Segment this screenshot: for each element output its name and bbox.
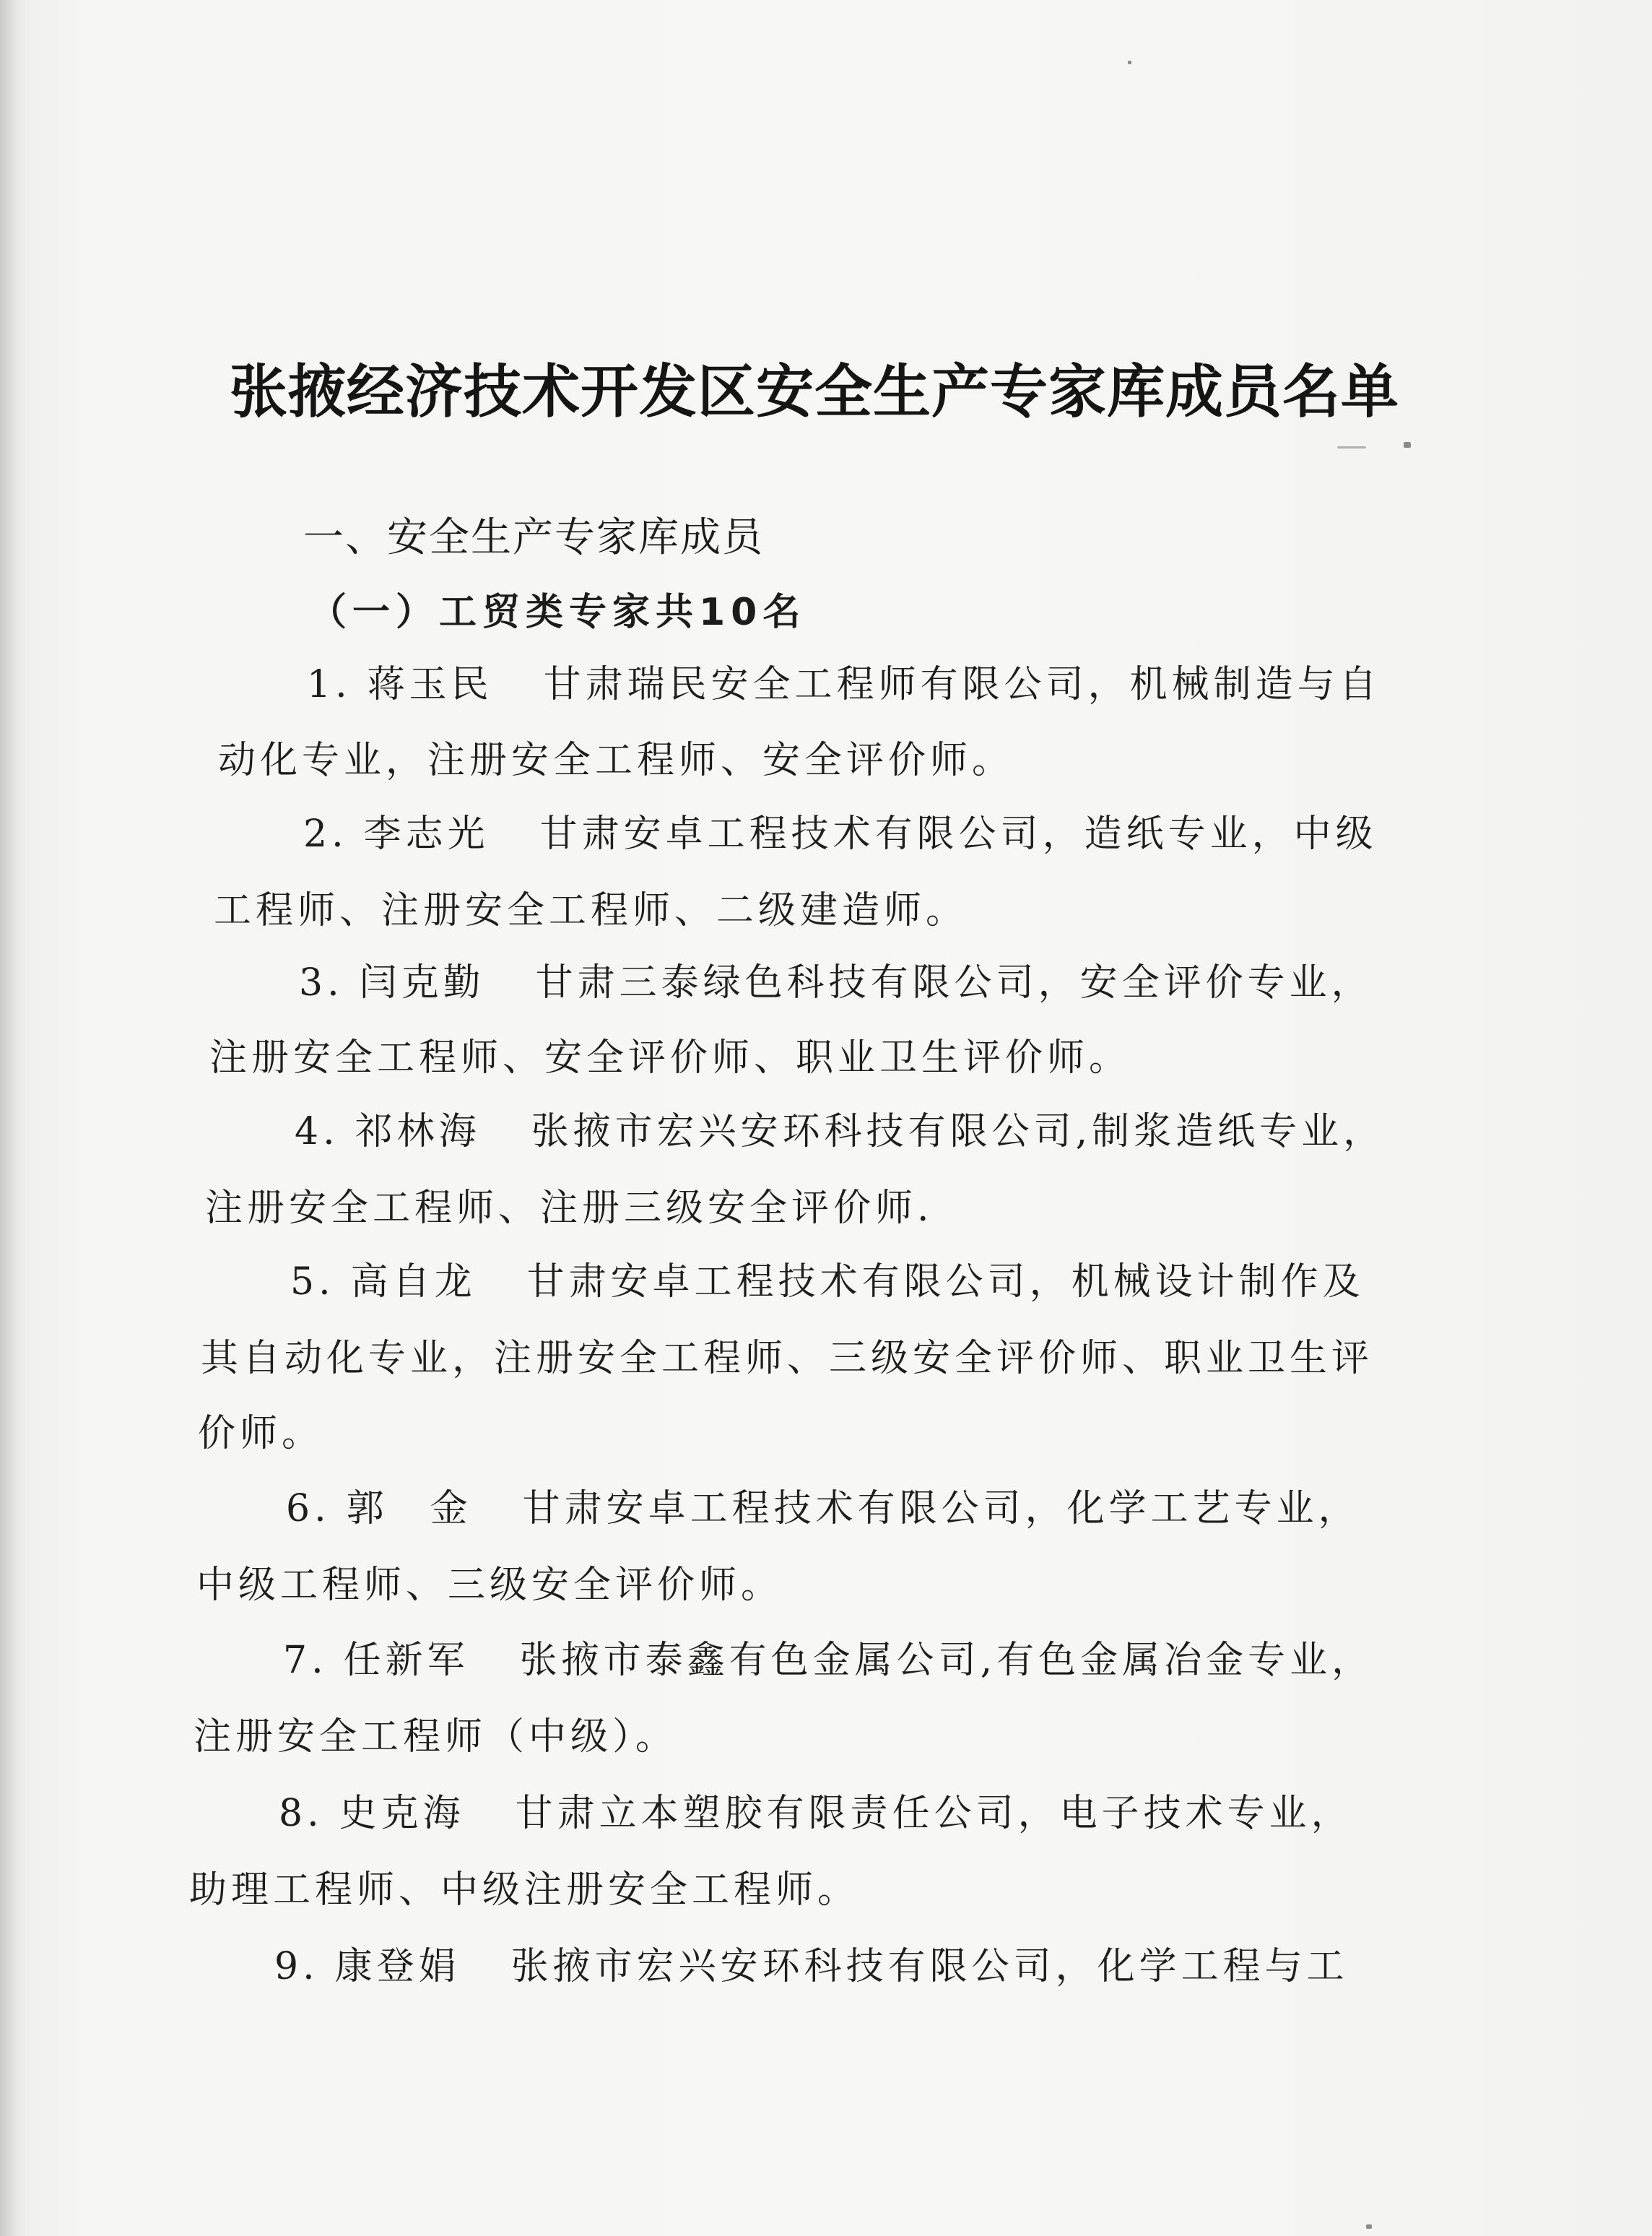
entry-name: 祁林海 [355,1110,481,1153]
entry-1-line-2: 动化专业，注册安全工程师、安全评价师。 [218,739,1014,782]
entry-name: 李志光 [363,812,490,856]
entry-name: 郭 金 [346,1487,472,1530]
entry-8-line-1 [279,1782,1353,1837]
entry-number: 9. [274,1945,319,1988]
entry-3-line-1 [299,952,1373,1006]
entry-text: 甘肃安卓工程技术有限公司，机械设计制作及 [526,1260,1365,1304]
entry-9-line-1 [274,1936,1349,1990]
entry-3-line-2: 注册安全工程师、安全评价师、职业卫生评价师。 [209,1036,1131,1080]
entry-name: 任新军 [343,1639,469,1682]
entry-number: 3. [299,961,344,1005]
entry-name: 史克海 [339,1792,465,1835]
scan-speck [1366,2224,1372,2229]
entry-number: 4. [295,1110,339,1153]
entry-number: 2. [303,812,348,856]
entry-number: 7. [283,1639,328,1682]
scan-speck [1128,61,1131,64]
entry-2-line-2: 工程师、注册安全工程师、二级建造师。 [214,889,968,932]
entry-number: 8. [279,1792,323,1835]
entry-text: 甘肃安卓工程技术有限公司，化学工艺专业， [522,1487,1360,1530]
entry-2-line-1 [303,803,1378,857]
entry-6-line-2: 中级工程师、三级安全评价师。 [196,1564,783,1607]
entry-text: 甘肃瑞民安全工程师有限公司，机械制造与自 [543,663,1381,706]
subsection-heading: （一）工贸类专家共10名 [309,591,807,634]
entry-5-line-3: 价师。 [198,1412,324,1455]
entry-5-line-2: 其自动化专业，注册安全工程师、三级安全评价师、职业卫生评 [201,1337,1374,1380]
entry-text: 张掖市宏兴安环科技有限公司，化学工程与工 [510,1945,1349,1988]
entry-text: 张掖市宏兴安环科技有限公司,制浆造纸专业， [531,1110,1386,1153]
entry-6-line-1 [286,1478,1360,1532]
entry-number: 6. [286,1487,331,1530]
entry-text: 甘肃安卓工程技术有限公司，造纸专业，中级 [539,812,1378,856]
entry-7-line-1 [283,1629,1373,1684]
entry-name: 高自龙 [350,1260,477,1304]
entry-number: 1. [307,663,352,706]
page-edge-shadow [0,0,16,2236]
scan-speck [1337,446,1366,448]
scan-speck [1404,442,1411,448]
entry-name: 闫克勤 [359,961,485,1005]
entry-7-line-2: 注册安全工程师（中级）。 [194,1715,678,1759]
entry-text: 甘肃立本塑胶有限责任公司，电子技术专业， [515,1792,1353,1835]
entry-5-line-1 [290,1251,1365,1305]
entry-1-line-1 [307,654,1381,708]
entry-text: 甘肃三泰绿色科技有限公司，安全评价专业， [535,961,1373,1005]
entry-4-line-1 [295,1101,1385,1155]
entry-name: 康登娟 [334,1945,461,1988]
document-title: 张掖经济技术开发区安全生产专家库成员名单 [230,358,1399,425]
entry-name: 蒋玉民 [367,663,493,706]
entry-4-line-2: 注册安全工程师、注册三级安全评价师. [205,1187,934,1230]
entry-text: 张掖市泰鑫有色金属公司,有色金属冶金专业， [519,1639,1374,1682]
entry-8-line-2: 助理工程师、中级注册安全工程师。 [189,1868,860,1912]
section-heading: 一、安全生产专家库成员 [303,514,764,561]
entry-number: 5. [290,1260,335,1304]
